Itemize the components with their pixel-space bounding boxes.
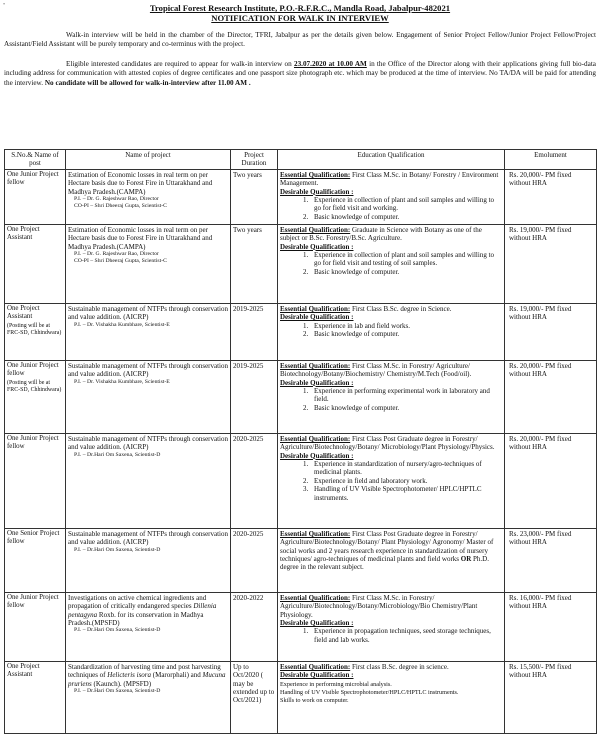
post-cell: One Project Assistant (Posting will be at FRC-SD, Chhindwara) (5, 303, 66, 360)
duration-cell: 2019-2025 (231, 303, 278, 360)
emolument-cell: Rs. 23,000/- PM fixed without HRA (505, 528, 597, 592)
table-row (5, 303, 597, 360)
emolument-cell: Rs. 20,000/- PM fixed without HRA (505, 360, 597, 433)
col-header-project: Name of project (66, 150, 231, 170)
intro-paragraph-2: Eligible interested candidates are required to appear for walk-in interview on 23.07.2020 at 10.00 AM in the Office of the Director along with their applications giving full bio-data including address for communication with attested copies of degree certificates and one passport size photograph etc. which may be produced at the time of interview. No TA/DA will be paid for attending the interview. No candidate will be allowed for walk-in-interview after 11.00 AM . (4, 59, 597, 87)
col-header-qualification: Education Qualification (278, 150, 505, 170)
qualification-cell: Essential Qualification: First Class Post Graduate degree in Forestry/ Agriculture/Biotechnology/Botany/ Plant Physiology/ Agronomy/ Master of social works and 2 years research experience in standardization of nursery techniques/ agro-techniques of medicinal plants and field works OR Ph.D. degree in the relevant subject. (278, 528, 505, 592)
qualification-cell: Essential Qualification: First Class Post Graduate degree in Forestry/ Agriculture/Biotechnology/Botany/ Microbiology/Plant Physiology/Physics. Desirable Qualification : 1. Experience in standardization of nursery/agro-techniques of medicinal plants. 2. Experience in field and laboratory work. 3. Handling of UV Visible Spectrophotometer/ HPLC/HPTLC instruments. (278, 433, 505, 528)
emolument-cell: Rs. 16,000/- PM fixed without HRA (505, 592, 597, 661)
col-header-duration: Project Duration (231, 150, 278, 170)
project-cell: Sustainable management of NTFPs through conservation and value addition. (AICRP) P.I. – Dr.Hari Om Saxena, Scientist-D (66, 528, 231, 592)
project-cell: Sustainable management of NTFPs through conservation and value addition. (AICRP) P.I. – Dr. Vishakha Kumbhare, Scientist-E (66, 360, 231, 433)
notification-title: NOTIFICATION FOR WALK IN INTERVIEW (211, 13, 389, 23)
cutoff-notice: No candidate will be allowed for walk-in-interview after 11.00 AM . (44, 78, 251, 87)
emolument-cell: Rs. 19,000/- PM fixed without HRA (505, 224, 597, 303)
duration-cell: 2020-2025 (231, 433, 278, 528)
post-cell: One Junior Project fellow (Posting will be at FRC-SD, Chhindwara) (5, 360, 66, 433)
interview-date: 23.07.2020 at 10.00 AM (293, 59, 367, 68)
qualification-cell: Essential Qualification: First Class B.Sc. degree in Science. Desirable Qualification : 1. Experience in lab and field works. 2. Basic knowledge of computer. (278, 303, 505, 360)
post-cell: One Senior Project fellow (5, 528, 66, 592)
table-row (5, 169, 597, 224)
qualification-cell: Essential Qualification: First Class M.Sc. in Forestry/ Agriculture/ Biotechnology/Botany/Biochemistry/ Chemistry/M.Tech (Food/oil). Desirable Qualification : 1. Experience in performing experimental work in laboratory and field. 2. Basic knowledge of computer. (278, 360, 505, 433)
table-row (5, 661, 597, 733)
institute-name: Tropical Forest Research Institute, P.O.-R.F.R.C., Mandla Road, Jabalpur-482021 (149, 3, 451, 13)
table-row (5, 433, 597, 528)
qualification-cell: Essential Qualification: First Class M.Sc. in Forestry/ Agriculture/Biotechnology/Botany/Microbiology/Bio Chemistry/Plant Physiology. Desirable Qualification : 1. Experience in propagation techniques, seed storage techniques, field and lab works. (278, 592, 505, 661)
table-row (5, 224, 597, 303)
duration-cell: 2020-2022 (231, 592, 278, 661)
post-cell: One Project Assistant (5, 224, 66, 303)
post-cell: One Junior Project fellow (5, 169, 66, 224)
project-cell: Estimation of Economic losses in real term on per Hectare basis due to Forest Fire in Uttarakhand and Madhya Pradesh.(CAMPA) P.I. – Dr. G. Rajeshwar Rao, Director CO-PI – Shri Dheeraj Gupta, Scientist-C (66, 224, 231, 303)
duration-cell: Two years (231, 224, 278, 303)
project-cell: Sustainable management of NTFPs through conservation and value addition. (AICRP) P.I. – Dr.Hari Om Saxena, Scientist-D (66, 433, 231, 528)
duration-cell: Two years (231, 169, 278, 224)
document-header (0, 3, 600, 23)
emolument-cell: Rs. 19,000/- PM fixed without HRA (505, 303, 597, 360)
qualification-cell: Essential Qualification: First class B.Sc. degree in science. Desirable Qualification : Experience in performing microbial analysis. Handling of UV Visible Spectrophotometer/HPLC/HPTLC instruments. Skills to work on computer. (278, 661, 505, 733)
project-cell: Sustainable management of NTFPs through conservation and value addition. (AICRP) P.I. – Dr. Vishakha Kumbhare, Scientist-E (66, 303, 231, 360)
vacancy-table (4, 149, 597, 734)
page-corner-mark: • (3, 2, 6, 8)
intro-paragraph-1: Walk-in interview will be held in the chamber of the Director, TFRI, Jabalpur as per the details given below. Engagement of Senior Project Fellow/Junior Project Fellow/Project Assistant/Field Assistant will be purely temporary and co-terminus with the project. (4, 31, 596, 49)
col-header-post: S.No.& Name of post (5, 150, 66, 170)
emolument-cell: Rs. 20,000/- PM fixed without HRA (505, 169, 597, 224)
table-header-row (5, 150, 597, 170)
col-header-emolument: Emolument (505, 150, 597, 170)
post-cell: One Junior Project fellow (5, 592, 66, 661)
table-row (5, 360, 597, 433)
qualification-cell: Essential Qualification: First Class M.Sc. in Botany/ Forestry / Environment Management. Desirable Qualification : 1. Experience in collection of plant and soil samples and willing to go for field visit and working. 2. Basic knowledge of computer. (278, 169, 505, 224)
duration-cell: 2019-2025 (231, 360, 278, 433)
project-cell: Standardization of harvesting time and post harvesting techniques of Helicteris isora (Marorphali) and Mucuna pruriens (Kaunch). (MPSFD) P.I. – Dr.Hari Om Saxena, Scientist-D (66, 661, 231, 733)
emolument-cell: Rs. 15,500/- PM fixed without HRA (505, 661, 597, 733)
duration-cell: 2020-2025 (231, 528, 278, 592)
post-cell: One Junior Project fellow (5, 433, 66, 528)
project-cell: Estimation of Economic losses in real term on per Hectare basis due to Forest Fire in Uttarakhand and Madhya Pradesh.(CAMPA) P.I. – Dr. G. Rajeshwar Rao, Director CO-PI – Shri Dheeraj Gupta, Scientist-C (66, 169, 231, 224)
table-row (5, 528, 597, 592)
table-row (5, 592, 597, 661)
project-cell: Investigations on active chemical ingredients and propagation of critically endangered species Dillenia pentagyna Roxb. for its conservation in Madhya Pradesh.(MPSFD) P.I. – Dr.Hari Om Saxena, Scientist-D (66, 592, 231, 661)
post-cell: One Project Assistant (5, 661, 66, 733)
qualification-cell: Essential Qualification: Graduate in Science with Botany as one of the subject or B.Sc. Forestry/B.Sc. Agriculture. Desirable Qualification : 1. Experience in collection of plant and soil samples and willing to go for field visit and testing of soil samples. 2. Basic knowledge of computer. (278, 224, 505, 303)
duration-cell: Up to Oct/2020 ( may be extended up to Oct/2021) (231, 661, 278, 733)
emolument-cell: Rs. 20,000/- PM fixed without HRA (505, 433, 597, 528)
